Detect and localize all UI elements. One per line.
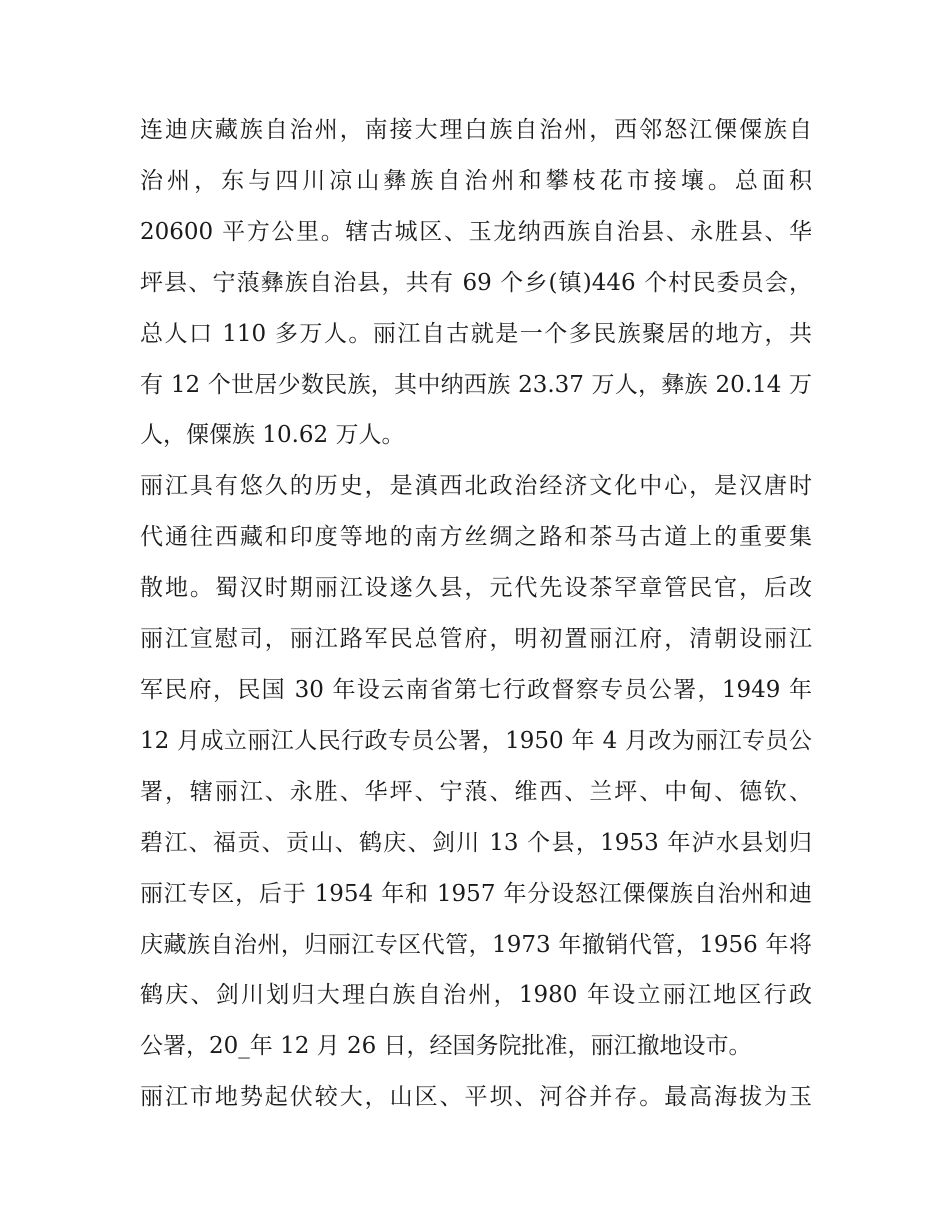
text-line: 丽江专区，后于 1954 年和 1957 年分设怒江傈僳族自治州和迪 [140, 880, 812, 907]
text-line: 丽江市地势起伏较大，山区、平坝、河谷并存。最高海拔为玉 [140, 1084, 812, 1111]
text-line: 有 12 个世居少数民族，其中纳西族 23.37 万人，彝族 20.14 万 [140, 371, 812, 398]
text-line: 鹤庆、剑川划归大理白族自治州，1980 年设立丽江地区行政 [140, 982, 812, 1009]
text-line: 治州，东与四川凉山彝族自治州和攀枝花市接壤。总面积 [140, 167, 812, 194]
text-line: 20600 平方公里。辖古城区、玉龙纳西族自治县、永胜县、华 [140, 218, 812, 245]
paragraph-terrain [140, 1072, 812, 1123]
text-line: 12 月成立丽江人民行政专员公署，1950 年 4 月改为丽江专员公 [140, 727, 812, 754]
text-line: 公署，20_年 12 月 26 日，经国务院批准，丽江撤地设市。 [140, 1033, 752, 1060]
paragraph-history [140, 461, 812, 1072]
text-line: 军民府，民国 30 年设云南省第七行政督察专员公署，1949 年 [140, 676, 812, 703]
text-line: 庆藏族自治州，归丽江专区代管，1973 年撤销代管，1956 年将 [140, 931, 812, 958]
text-line: 人，傈僳族 10.62 万人。 [140, 422, 405, 449]
text-line: 丽江宣慰司，丽江路军民总管府，明初置丽江府，清朝设丽江 [140, 626, 812, 653]
text-line: 总人口 110 多万人。丽江自古就是一个多民族聚居的地方，共 [140, 320, 812, 347]
text-line: 丽江具有悠久的历史，是滇西北政治经济文化中心，是汉唐时 [140, 473, 812, 500]
paragraph-geography-overview [140, 105, 812, 461]
text-line: 代通往西藏和印度等地的南方丝绸之路和茶马古道上的重要集 [140, 524, 812, 551]
document-body [140, 105, 812, 1123]
text-line: 碧江、福贡、贡山、鹤庆、剑川 13 个县，1953 年泸水县划归 [140, 829, 812, 856]
text-line: 连迪庆藏族自治州，南接大理白族自治州，西邻怒江傈僳族自 [140, 117, 812, 143]
text-line: 坪县、宁蒗彝族自治县，共有 69 个乡(镇)446 个村民委员会， [140, 269, 812, 296]
text-line: 署，辖丽江、永胜、华坪、宁蒗、维西、兰坪、中甸、德钦、 [140, 778, 812, 805]
text-line: 散地。蜀汉时期丽江设遂久县，元代先设茶罕章管民官，后改 [140, 575, 812, 602]
